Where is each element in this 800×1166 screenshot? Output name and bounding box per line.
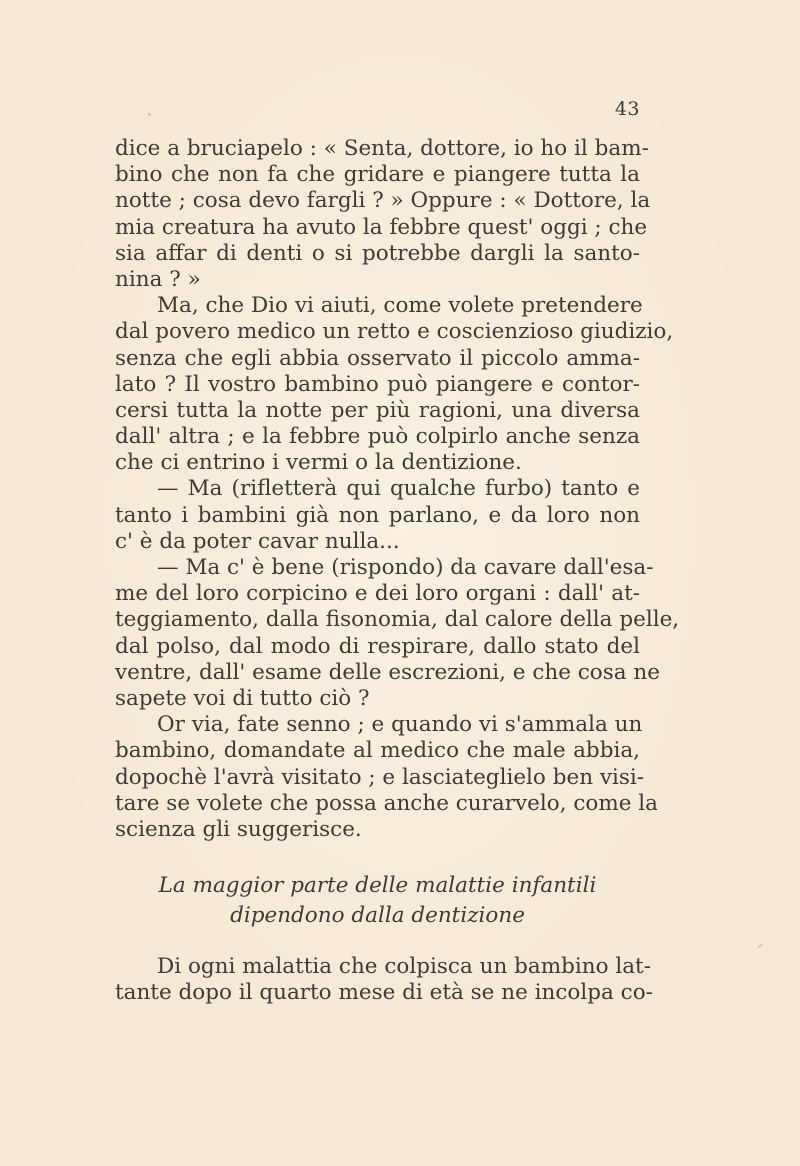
text-line: dopochè l'avrà visitato ; e lasciateglielo ben visi-	[115, 764, 645, 790]
text-line: cersi tutta la notte per più ragioni, una diversa	[115, 397, 640, 423]
page-number: 43	[614, 98, 640, 120]
body-text	[115, 136, 680, 843]
text-line: sapete voi di tutto ciò ?	[115, 685, 370, 711]
text-line: dall' altra ; e la febbre può colpirlo anche senza	[115, 424, 640, 450]
text-line: nina ? »	[115, 266, 201, 292]
text-line: Di ogni malattia che colpisca un bambino lat-	[157, 954, 651, 979]
text-line: tante dopo il quarto mese di età se ne incolpa co-	[115, 980, 653, 1006]
text-line: che ci entrino i vermi o la dentizione.	[115, 450, 522, 476]
text-line: c' è da poter cavar nulla...	[115, 528, 400, 554]
text-line: lato ? Il vostro bambino può piangere e contor-	[115, 371, 640, 397]
text-line: notte ; cosa devo fargli ? » Oppure : « Dottore, la	[115, 188, 651, 214]
paper-speck	[148, 113, 151, 116]
section-heading	[115, 872, 640, 932]
text-line: dal polso, dal modo di respirare, dallo stato del	[115, 633, 640, 659]
text-line: dice a bruciapelo : « Senta, dottore, io ho il bam-	[115, 136, 649, 161]
text-line: scienza gli suggerisce.	[115, 816, 362, 842]
section-heading-line-1: La maggior parte delle malattie infantili	[158, 873, 597, 898]
paper-speck	[757, 943, 763, 948]
text-line: Or via, fate senno ; e quando vi s'ammala un	[157, 712, 643, 738]
text-line: sia affar di denti o si potrebbe dargli la santo-	[115, 240, 640, 266]
text-line: tare se volete che possa anche curarvelo, come la	[115, 790, 659, 816]
text-line: — Ma (rifletterà qui qualche furbo) tanto e	[157, 476, 640, 502]
text-line: Ma, che Dio vi aiuti, come volete pretendere	[157, 293, 643, 319]
text-line: teggiamento, dalla fisonomia, dal calore della pelle,	[115, 607, 680, 633]
text-line: mia creatura ha avuto la febbre quest' oggi ; che	[115, 214, 648, 240]
text-line: me del loro corpicino e dei loro organi : dall' at-	[115, 581, 640, 607]
text-line: tanto i bambini già non parlano, e da loro non	[115, 502, 640, 528]
section-heading-line-2: dipendono dalla dentizione	[230, 903, 525, 928]
text-line: bambino, domandate al medico che male abbia,	[115, 738, 640, 764]
text-line: — Ma c' è bene (rispondo) da cavare dall'esa-	[157, 555, 654, 580]
text-line: senza che egli abbia osservato il piccolo amma-	[115, 345, 640, 371]
text-line: bino che non fa che gridare e piangere tutta la	[115, 162, 640, 188]
continued-text	[115, 954, 653, 1006]
text-line: dal povero medico un retto e coscienzioso giudizio,	[115, 319, 674, 345]
text-line: ventre, dall' esame delle escrezioni, e che cosa ne	[115, 659, 661, 685]
